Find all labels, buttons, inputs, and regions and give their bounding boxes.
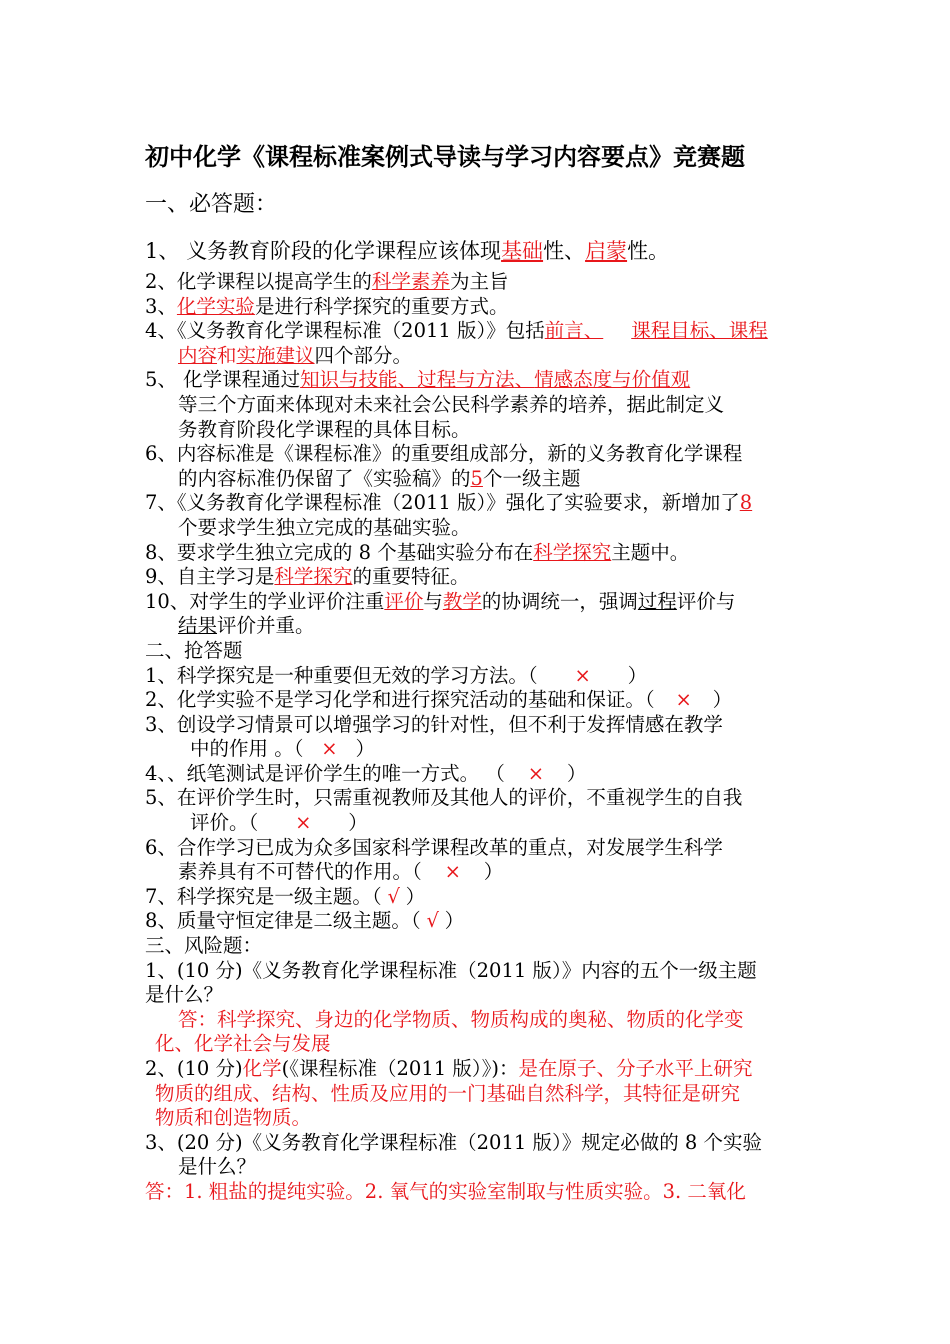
question-text: 4、《义务教育化学课程标准（2011 版）》包括 [145,319,545,343]
cross-mark: × [444,860,461,884]
quick-question-6-cont [145,860,815,885]
question-text: 2、化学实验不是学习化学和进行探究活动的基础和保证。（ [145,688,655,712]
risk-answer-2-cont: 物质和创造物质。 [155,1106,312,1130]
question-text: 与 [423,589,443,613]
question-text: (《课程标准（2011 版）》)： [281,1057,519,1080]
risk-answer-1-cont: 化、化学社会与发展 [155,1032,331,1056]
risk-question-3: 3、(20 分)《义务教育化学课程标准（2011 版）》规定必做的 8 个实验 [145,1130,763,1154]
question-text: 为主旨 [449,270,509,293]
question-text: ） [355,737,375,761]
cross-mark: × [574,663,591,687]
risk-question-2 [145,1057,815,1082]
required-question-10-cont [145,614,815,639]
question-text: 素养具有不可替代的作用。（ [178,860,422,884]
required-question-6: 6、内容标准是《课程标准》的重要组成部分，新的义务教育化学课程 [145,442,743,466]
quick-question-7 [145,885,815,910]
risk-question-1: 1、(10 分)《义务教育化学课程标准（2011 版）》内容的五个一级主题 [145,958,757,982]
answer-blank: 科学探究 [533,540,612,564]
page-title: 初中化学《课程标准案例式导读与学习内容要点》竞赛题 [145,143,745,171]
cross-mark: × [527,761,545,785]
required-question-4-cont [145,344,815,369]
quick-question-3-cont [145,737,815,762]
quick-question-3: 3、创设学习情景可以增强学习的针对性，但不利于发挥情感在教学 [145,712,723,736]
answer-text: 是在原子、分子水平上研究 [518,1057,753,1080]
answer-blank: 前言、 [544,319,604,343]
required-question-7 [145,491,815,516]
question-text: 7、《义务教育化学课程标准（2011 版）》强化了实验要求，新增加了 [145,491,740,515]
question-text: 性、 [543,239,586,263]
question-text: 义务教育阶段的化学课程应该体现 [186,239,502,263]
question-text: ） [483,860,504,884]
section-heading-quick: 二、抢答题 [145,638,243,662]
quick-question-2 [145,688,815,713]
section-heading-required: 一、必答题： [145,192,278,217]
question-text: 的重要特征。 [352,565,470,589]
question-text: 8、质量守恒定律是二级主题。（ [145,909,421,933]
question-text: 2、(10 分) [145,1057,243,1080]
required-question-5-cont: 等三个方面来体现对未来社会公民科学素养的培养，据此制定义 [178,392,725,416]
answer-blank: 过程与方法 [417,368,515,392]
question-text: ） [405,884,426,908]
required-question-10 [145,590,815,615]
cross-mark: × [295,811,312,835]
answer-blank: 评价 [384,589,424,613]
question-text: 和 [217,343,237,367]
answer-blank: 8 [739,491,753,515]
required-question-5 [145,368,815,393]
answer-blank: 过程 [637,589,677,613]
risk-answer-2-cont: 物质的组成、结构、性质及应用的一门基础自然科学，其特征是研究 [155,1081,741,1105]
question-number: 1、 [145,239,180,263]
risk-question-1-cont: 是什么？ [145,983,224,1007]
question-text: 评价与 [676,589,736,613]
section-heading-risk: 三、风险题： [145,934,263,958]
answer-blank: 实施建议 [236,343,315,367]
answer-blank: 科学探究 [274,565,353,589]
answer-blank: 结果 [178,614,218,638]
required-question-7-cont: 个要求学生独立完成的基础实验。 [178,515,471,539]
document-body [145,270,815,1205]
question-text: 评价。（ [190,811,259,835]
question-text: ） [444,909,465,933]
check-mark: √ [387,884,400,908]
answer-text: 化学 [242,1057,282,1080]
risk-answer-3: 答：1. 粗盐的提纯实验。2. 氧气的实验室制取与性质实验。3. 二氧化 [145,1179,746,1203]
question-text: 中的作用 。（ [190,737,304,761]
required-question-9 [145,565,815,590]
question-text: 个一级主题 [482,466,581,490]
answer-blank: 教学 [442,589,482,613]
quick-question-5-cont [145,811,815,836]
answer-blank: 知识与技能 [300,368,398,392]
quick-question-1 [145,664,815,689]
required-question-1 [145,235,669,265]
question-number: 3、 [145,294,177,318]
question-text: 5、 化学课程通过 [145,368,301,392]
answer-blank: 科学素养 [371,270,450,293]
cross-mark: × [321,737,338,761]
answer-blank: 情感态度与价值观 [534,368,691,392]
answer-blank: 化学实验 [176,294,255,318]
quick-question-8 [145,909,815,934]
answer-blank: 、 [397,368,418,392]
question-text: 2、化学课程以提高学生的 [145,270,372,293]
question-text: 评价并重。 [217,614,315,638]
question-text: ） [627,663,648,687]
question-text: 是进行科学探究的重要方式。 [254,294,509,318]
question-text: 1、科学探究是一种重要但无效的学习方法。（ [145,663,538,687]
required-question-3 [145,295,815,320]
risk-answer-1: 答：科学探究、身边的化学物质、物质构成的奥秘、物质的化学变 [178,1007,744,1031]
question-text: ） [566,761,587,785]
question-text: 主题中。 [611,540,690,564]
answer-blank: 内容 [178,343,218,367]
question-text: 9、自主学习是 [145,565,275,589]
check-mark: √ [426,909,439,933]
required-question-6-cont [145,467,815,492]
question-text: 10、对学生的学业评价注重 [145,589,385,613]
question-text: 7、科学探究是一级主题。（ [145,884,382,908]
answer-blank: 基础 [501,239,544,263]
question-text: ） [712,688,733,712]
question-text: 的协调统一，强调 [481,589,638,613]
required-question-2 [145,270,815,295]
question-text: 四个部分。 [314,343,413,367]
answer-blank: 课程目标、课程 [631,319,768,343]
quick-question-5: 5、在评价学生时，只需重视教师及其他人的评价，不重视学生的自我 [145,786,743,810]
quick-question-4 [145,762,815,787]
answer-blank: 、 [514,368,535,392]
answer-blank: 5 [470,466,483,490]
required-question-5-cont: 务教育阶段化学课程的具体目标。 [178,417,471,441]
question-text: 4、、纸笔测试是评价学生的唯一方式。 （ [145,761,505,785]
question-text: 性。 [627,239,670,263]
question-text: ） [348,811,368,835]
required-question-4 [145,319,815,344]
question-text: 的内容标准仍保留了《实验稿》的 [178,466,471,490]
risk-question-3-cont: 是什么？ [178,1155,257,1179]
quick-question-6: 6、合作学习已成为众多国家科学课程改革的重点，对发展学生科学 [145,835,723,859]
answer-blank: 启蒙 [585,239,628,263]
cross-mark: × [675,688,692,712]
question-text: 8、要求学生独立完成的 8 个基础实验分布在 [145,540,534,564]
required-question-8 [145,541,815,566]
